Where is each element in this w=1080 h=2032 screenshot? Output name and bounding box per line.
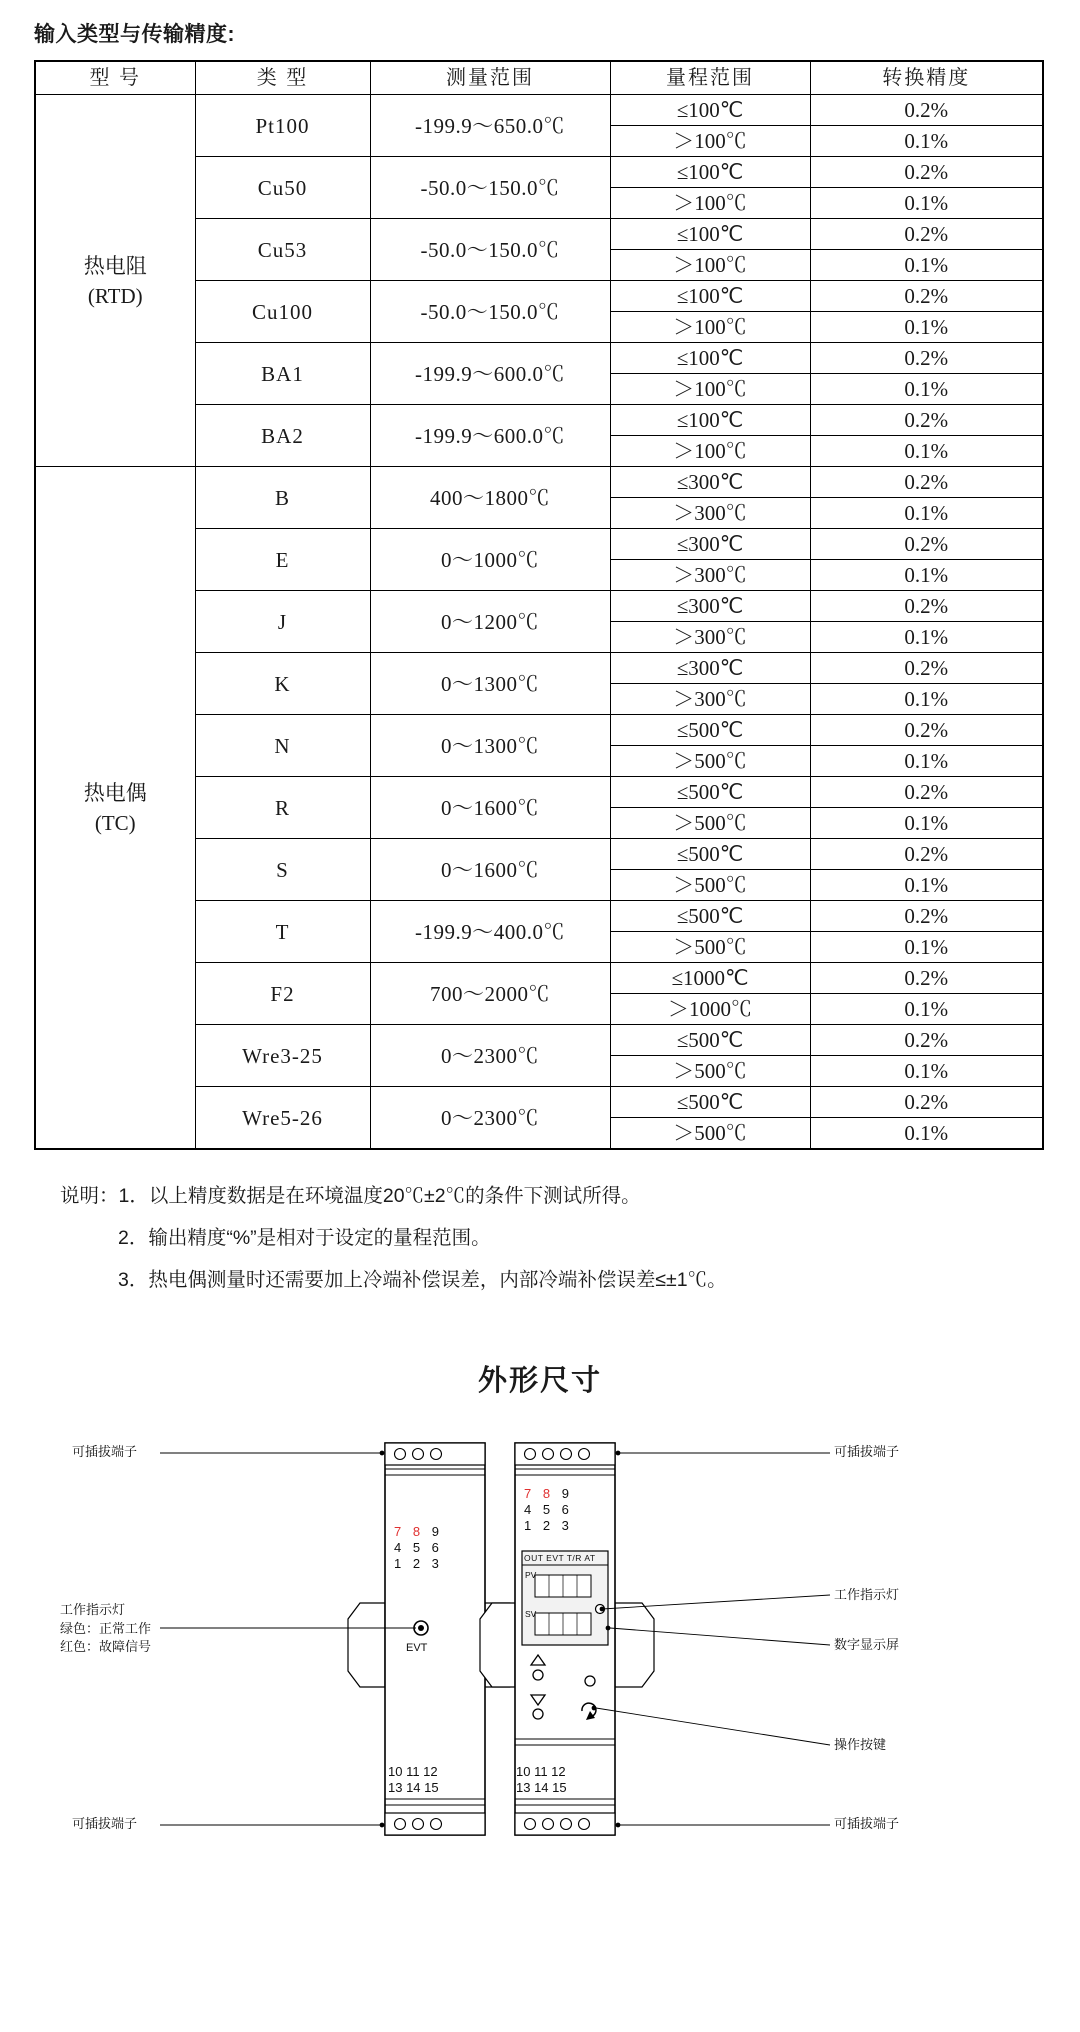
group-label-rtd (35, 95, 195, 467)
left-terminals-bottom-row2: 13 14 15 (388, 1779, 439, 1795)
range-cell: 700～2000℃ (370, 963, 610, 1025)
accuracy-cell: 0.2% (810, 715, 1043, 746)
note-item-3: 3．热电偶测量时还需要加上冷端补偿误差，内部冷端补偿误差≤±1℃。 (118, 1268, 727, 1291)
left-terminals-bottom-row1: 10 11 12 (388, 1763, 438, 1779)
accuracy-cell: 0.2% (810, 95, 1043, 126)
type-cell: BA2 (195, 405, 370, 467)
table-row (35, 467, 1043, 498)
range-cell: 0～2300℃ (370, 1025, 610, 1087)
span-cell: ≤1000℃ (610, 963, 810, 994)
right-terminals-bottom-row2: 13 14 15 (516, 1779, 567, 1795)
input-type-accuracy-table (34, 60, 1044, 1150)
accuracy-cell: 0.1% (810, 684, 1043, 715)
accuracy-cell: 0.2% (810, 839, 1043, 870)
range-cell: 0～1200℃ (370, 591, 610, 653)
note-row-1 (60, 1176, 1050, 1218)
range-cell: -50.0～150.0℃ (370, 281, 610, 343)
range-cell: -199.9～650.0℃ (370, 95, 610, 157)
span-cell: ≤100℃ (610, 95, 810, 126)
span-cell: ＞100℃ (610, 312, 810, 343)
span-cell: ≤500℃ (610, 715, 810, 746)
note-item-2: 2．输出精度“%”是相对于设定的量程范围。 (118, 1226, 491, 1249)
accuracy-cell: 0.1% (810, 746, 1043, 777)
span-cell: ＞100℃ (610, 250, 810, 281)
type-cell: J (195, 591, 370, 653)
range-cell: -199.9～600.0℃ (370, 343, 610, 405)
accuracy-cell: 0.1% (810, 436, 1043, 467)
range-cell: -50.0～150.0℃ (370, 219, 610, 281)
span-cell: ＞300℃ (610, 622, 810, 653)
span-cell: ≤300℃ (610, 467, 810, 498)
span-cell: ＞500℃ (610, 808, 810, 839)
left-terminals-top-row1: 7 8 9 (394, 1523, 443, 1539)
accuracy-cell: 0.2% (810, 1025, 1043, 1056)
accuracy-cell: 0.2% (810, 343, 1043, 374)
span-cell: ＞500℃ (610, 1118, 810, 1150)
accuracy-cell: 0.2% (810, 219, 1043, 250)
type-cell: E (195, 529, 370, 591)
table-body (35, 95, 1043, 1150)
accuracy-cell: 0.1% (810, 188, 1043, 219)
group-label-tc-line1: 热电偶 (83, 780, 147, 805)
accuracy-cell: 0.2% (810, 591, 1043, 622)
label-work-led-left (60, 1601, 151, 1658)
span-cell: ≤100℃ (610, 405, 810, 436)
range-cell: 400～1800℃ (370, 467, 610, 529)
span-cell: ≤500℃ (610, 1087, 810, 1118)
group-label-rtd-line2: (RTD) (87, 283, 143, 308)
right-terminals-top-row2: 4 5 6 (524, 1501, 573, 1517)
span-cell: ≤100℃ (610, 343, 810, 374)
range-cell: -199.9～400.0℃ (370, 901, 610, 963)
accuracy-cell: 0.1% (810, 374, 1043, 405)
span-cell: ＞100℃ (610, 436, 810, 467)
span-cell: ＞500℃ (610, 870, 810, 901)
col-header-model: 型 号 (35, 61, 195, 95)
group-label-tc (35, 467, 195, 1150)
accuracy-cell: 0.1% (810, 498, 1043, 529)
span-cell: ≤500℃ (610, 777, 810, 808)
type-cell: B (195, 467, 370, 529)
accuracy-cell: 0.1% (810, 560, 1043, 591)
right-terminals-top-row1: 7 8 9 (524, 1485, 573, 1501)
accuracy-cell: 0.1% (810, 808, 1043, 839)
span-cell: ＞100℃ (610, 188, 810, 219)
label-work-led-left-line2: 绿色：正常工作 (60, 1620, 152, 1636)
right-terminals-bottom-row1: 10 11 12 (516, 1763, 566, 1779)
label-top-right-terminal: 可插拔端子 (834, 1443, 900, 1459)
span-cell: ＞100℃ (610, 374, 810, 405)
range-cell: -199.9～600.0℃ (370, 405, 610, 467)
span-cell: ＞300℃ (610, 684, 810, 715)
span-cell: ＞300℃ (610, 498, 810, 529)
accuracy-cell: 0.1% (810, 932, 1043, 963)
type-cell: R (195, 777, 370, 839)
right-status-row: OUT EVT T/R AT (524, 1552, 596, 1563)
notes-block (60, 1176, 1050, 1302)
label-display-screen: 数字显示屏 (834, 1636, 900, 1652)
accuracy-cell: 0.1% (810, 312, 1043, 343)
label-bottom-right-terminal: 可插拔端子 (834, 1815, 900, 1831)
accuracy-cell: 0.1% (810, 622, 1043, 653)
span-cell: ≤500℃ (610, 901, 810, 932)
label-work-led-left-line3: 红色：故障信号 (60, 1639, 152, 1655)
page-title: 输入类型与传输精度: (34, 23, 235, 46)
accuracy-cell: 0.2% (810, 405, 1043, 436)
right-sv-label: SV (525, 1608, 537, 1619)
accuracy-cell: 0.2% (810, 529, 1043, 560)
span-cell: ≤100℃ (610, 219, 810, 250)
span-cell: ＞1000℃ (610, 994, 810, 1025)
type-cell: Pt100 (195, 95, 370, 157)
table-row (35, 95, 1043, 126)
span-cell: ＞500℃ (610, 932, 810, 963)
label-top-left-terminal: 可插拔端子 (72, 1443, 138, 1459)
span-cell: ≤500℃ (610, 839, 810, 870)
span-cell: ≤500℃ (610, 1025, 810, 1056)
col-header-type: 类 型 (195, 61, 370, 95)
span-cell: ＞500℃ (610, 1056, 810, 1087)
span-cell: ≤300℃ (610, 591, 810, 622)
type-cell: Wre3-25 (195, 1025, 370, 1087)
type-cell: Wre5-26 (195, 1087, 370, 1150)
right-terminals-top-row3: 1 2 3 (524, 1517, 573, 1533)
notes-label: 说明： (60, 1185, 119, 1207)
accuracy-cell: 0.1% (810, 126, 1043, 157)
type-cell: S (195, 839, 370, 901)
accuracy-cell: 0.2% (810, 901, 1043, 932)
label-operation-keys: 操作按键 (834, 1736, 887, 1752)
range-cell: 0～1600℃ (370, 777, 610, 839)
accuracy-cell: 0.2% (810, 653, 1043, 684)
span-cell: ≤100℃ (610, 281, 810, 312)
range-cell: 0～1300℃ (370, 653, 610, 715)
note-row-3 (60, 1260, 1050, 1302)
left-evt-label: EVT (406, 1641, 428, 1654)
type-cell: Cu50 (195, 157, 370, 219)
label-work-led-right: 工作指示灯 (834, 1586, 900, 1602)
type-cell: N (195, 715, 370, 777)
col-header-accuracy: 转换精度 (810, 61, 1043, 95)
range-cell: 0～1000℃ (370, 529, 610, 591)
dimension-title: 外形尺寸 (477, 1364, 602, 1397)
range-cell: -50.0～150.0℃ (370, 157, 610, 219)
left-terminals-top-row3: 1 2 3 (394, 1555, 443, 1571)
note-item-1: 1．以上精度数据是在环境温度20℃±2℃的条件下测试所得。 (118, 1185, 641, 1207)
type-cell: BA1 (195, 343, 370, 405)
accuracy-cell: 0.2% (810, 963, 1043, 994)
accuracy-cell: 0.1% (810, 1056, 1043, 1087)
dimension-drawing (30, 1423, 1050, 1853)
col-header-measure-range: 测量范围 (370, 61, 610, 95)
note-row-2 (60, 1218, 1050, 1260)
range-cell: 0～1300℃ (370, 715, 610, 777)
left-terminals-top-row2: 4 5 6 (394, 1539, 443, 1555)
span-cell: ＞100℃ (610, 126, 810, 157)
label-work-led-left-line1: 工作指示灯 (60, 1601, 126, 1617)
accuracy-cell: 0.1% (810, 994, 1043, 1025)
accuracy-cell: 0.2% (810, 281, 1043, 312)
span-cell: ≤300℃ (610, 529, 810, 560)
type-cell: K (195, 653, 370, 715)
range-cell: 0～2300℃ (370, 1087, 610, 1150)
type-cell: Cu53 (195, 219, 370, 281)
label-bottom-left-terminal: 可插拔端子 (72, 1815, 138, 1831)
accuracy-cell: 0.2% (810, 157, 1043, 188)
group-label-rtd-line1: 热电阻 (83, 253, 147, 278)
group-label-tc-line2: (TC) (94, 810, 136, 835)
accuracy-cell: 0.1% (810, 870, 1043, 901)
accuracy-cell: 0.2% (810, 467, 1043, 498)
table-header-row (35, 61, 1043, 95)
span-cell: ＞300℃ (610, 560, 810, 591)
right-pv-label: PV (525, 1569, 537, 1580)
type-cell: Cu100 (195, 281, 370, 343)
accuracy-cell: 0.1% (810, 1118, 1043, 1150)
type-cell: F2 (195, 963, 370, 1025)
col-header-span-range: 量程范围 (610, 61, 810, 95)
accuracy-cell: 0.2% (810, 1087, 1043, 1118)
span-cell: ≤300℃ (610, 653, 810, 684)
accuracy-cell: 0.1% (810, 250, 1043, 281)
accuracy-cell: 0.2% (810, 777, 1043, 808)
range-cell: 0～1600℃ (370, 839, 610, 901)
span-cell: ≤100℃ (610, 157, 810, 188)
span-cell: ＞500℃ (610, 746, 810, 777)
type-cell: T (195, 901, 370, 963)
